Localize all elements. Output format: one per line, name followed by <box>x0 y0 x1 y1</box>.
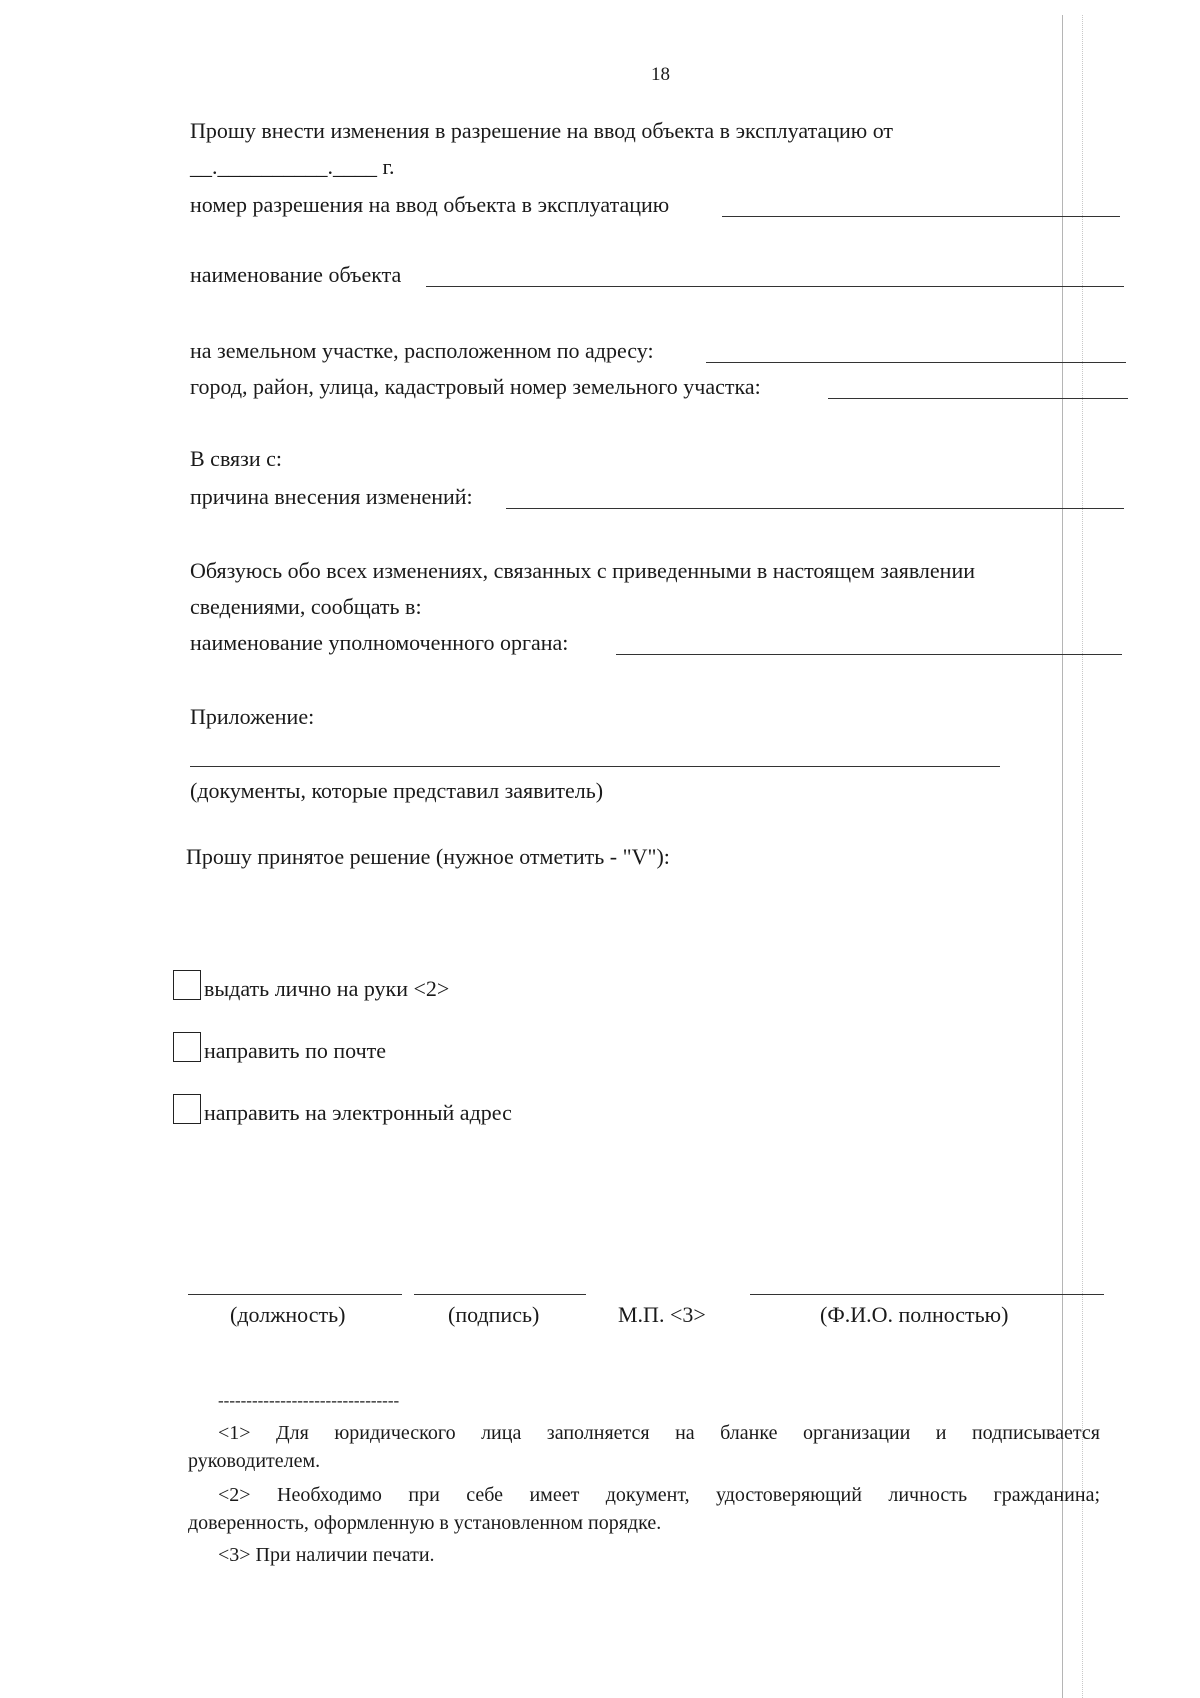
option-in-person-checkbox[interactable] <box>173 970 201 1000</box>
request-line: Прошу внести изменения в разрешение на ввод объекта в эксплуатацию от <box>190 118 894 143</box>
stamp-caption: М.П. <3> <box>618 1302 706 1327</box>
city-district-input[interactable] <box>828 398 1128 399</box>
position-input[interactable] <box>188 1294 402 1295</box>
attachment-label: Приложение: <box>190 704 315 729</box>
authority-label: наименование уполномоченного органа: <box>190 630 569 655</box>
option-by-mail-checkbox[interactable] <box>173 1032 201 1062</box>
signature-input[interactable] <box>414 1294 586 1295</box>
obligation-line-2: сведениями, сообщать в: <box>190 594 422 619</box>
footnote-2-line-1: <2> Необходимо при себе имеет документ, удостоверяющий личность гражданина; <box>218 1484 1100 1506</box>
attachment-input[interactable] <box>190 766 1000 767</box>
object-name-input[interactable] <box>426 286 1124 287</box>
option-email-label: направить на электронный адрес <box>204 1100 512 1125</box>
footnote-separator: -------------------------------- <box>218 1391 400 1410</box>
date-blank: __.__________.____ г. <box>190 154 395 179</box>
option-email-checkbox[interactable] <box>173 1094 201 1124</box>
attachment-note: (документы, которые представил заявитель) <box>190 778 604 803</box>
authority-input[interactable] <box>616 654 1122 655</box>
footnote-3: <3> При наличии печати. <box>218 1544 435 1566</box>
land-address-input[interactable] <box>706 362 1126 363</box>
change-reason-input[interactable] <box>506 508 1124 509</box>
option-in-person-label: выдать лично на руки <2> <box>204 976 450 1001</box>
option-by-mail-label: направить по почте <box>204 1038 387 1063</box>
footnote-1-line-2: руководителем. <box>188 1450 321 1472</box>
object-name-label: наименование объекта <box>190 262 402 287</box>
footnote-1-line-1: <1> Для юридического лица заполняется на бланке организации и подписывается <box>218 1422 1100 1444</box>
change-reason-label: причина внесения изменений: <box>190 484 473 509</box>
city-district-label: город, район, улица, кадастровый номер земельного участка: <box>190 374 761 399</box>
decision-prompt: Прошу принятое решение (нужное отметить - "V"): <box>186 844 670 869</box>
in-connection-label: В связи с: <box>190 446 282 471</box>
land-address-label: на земельном участке, расположенном по адресу: <box>190 338 654 363</box>
permit-number-label: номер разрешения на ввод объекта в эксплуатацию <box>190 192 670 217</box>
full-name-caption: (Ф.И.О. полностью) <box>820 1302 1009 1327</box>
page-number: 18 <box>651 64 670 85</box>
permit-number-input[interactable] <box>722 216 1120 217</box>
signature-caption: (подпись) <box>448 1302 540 1327</box>
obligation-line-1: Обязуюсь обо всех изменениях, связанных с приведенными в настоящем заявлении <box>190 558 975 583</box>
full-name-input[interactable] <box>750 1294 1104 1295</box>
position-caption: (должность) <box>230 1302 346 1327</box>
footnote-2-line-2: доверенность, оформленную в установленном порядке. <box>188 1512 662 1534</box>
